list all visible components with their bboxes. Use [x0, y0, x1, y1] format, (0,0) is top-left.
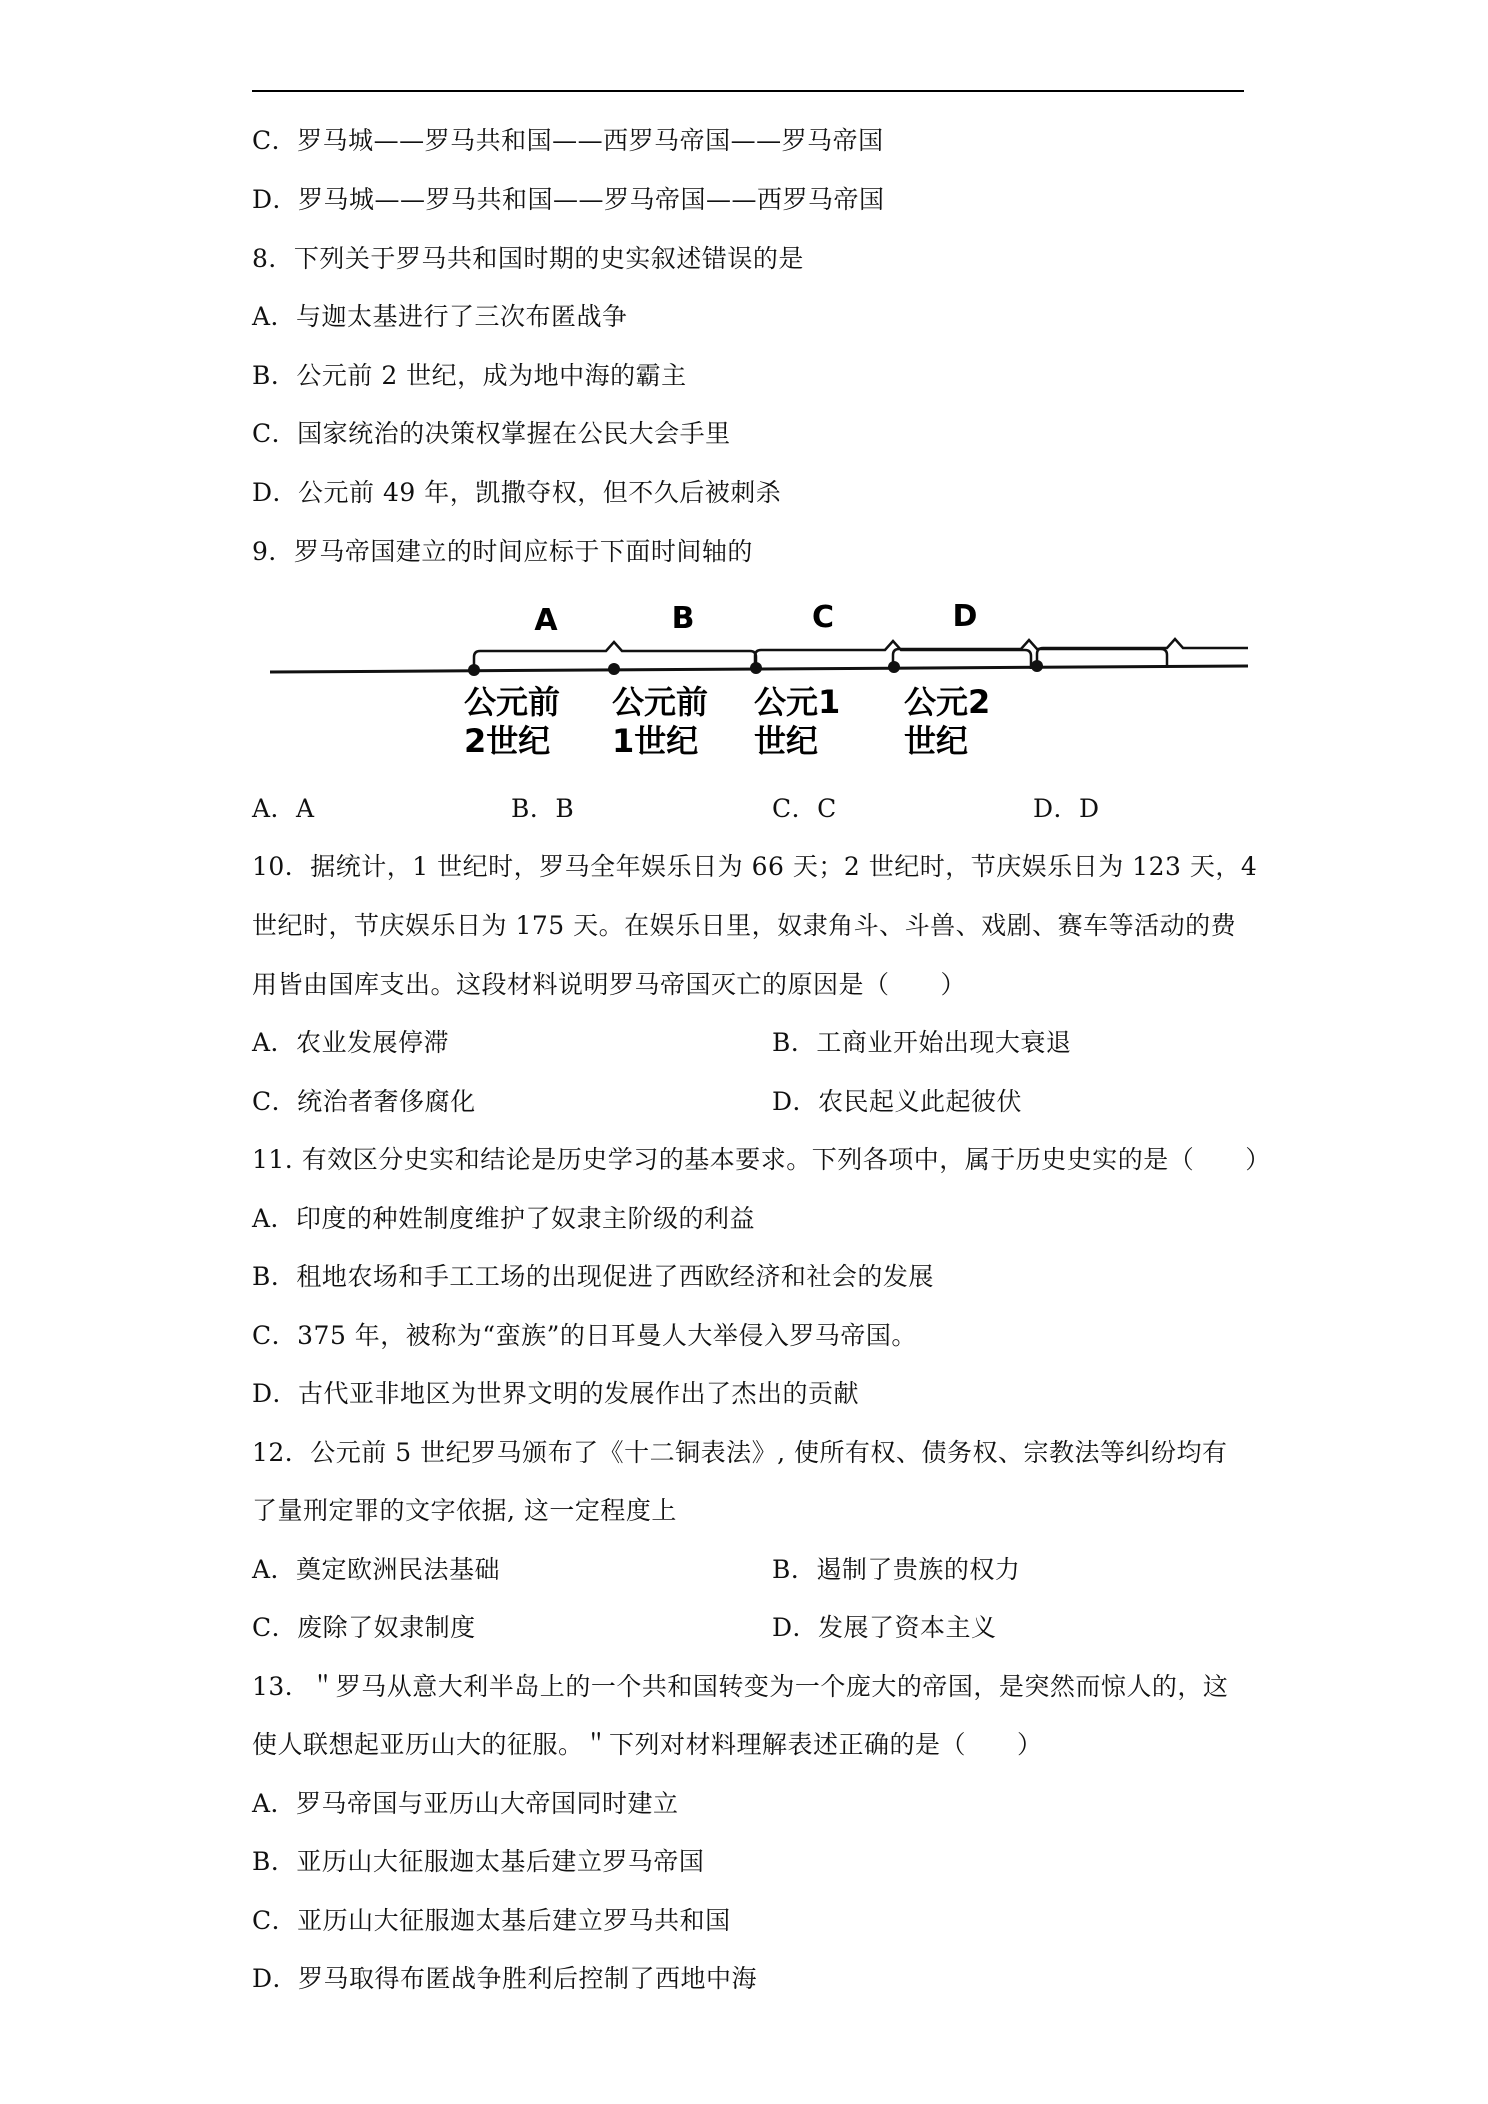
q11-option-b: B．租地农场和手工工场的出现促进了西欧经济和社会的发展: [252, 1262, 934, 1291]
q13-stem-line1: 13．＂罗马从意大利半岛上的一个共和国转变为一个庞大的帝国，是突然而惊人的，这: [252, 1672, 1229, 1701]
q12-option-b: B．遏制了贵族的权力: [772, 1555, 1021, 1584]
q7-option-d: D．罗马城——罗马共和国——罗马帝国——西罗马帝国: [252, 185, 885, 214]
q12-stem-line2: 了量刑定罪的文字依据, 这一定程度上: [252, 1496, 677, 1525]
timeline-point-label-4-line2: 世纪: [904, 722, 969, 760]
q11-stem: 11. 有效区分史实和结论是历史学习的基本要求。下列各项中，属于历史史实的是（ ）: [252, 1145, 1271, 1174]
q11-option-d: D．古代亚非地区为世界文明的发展作出了杰出的贡献: [252, 1379, 860, 1408]
timeline-segment-label-c: C: [811, 600, 835, 635]
timeline-point-label-4-line1: 公元2: [904, 683, 991, 721]
q12-option-a: A．奠定欧洲民法基础: [252, 1555, 501, 1584]
q9-option-d: D．D: [1033, 794, 1100, 823]
q9-option-b: B．B: [511, 794, 575, 823]
timeline-segment-label-a: A: [534, 603, 558, 638]
q10-option-b: B．工商业开始出现大衰退: [772, 1028, 1072, 1057]
q13-option-a: A．罗马帝国与亚历山大帝国同时建立: [252, 1789, 679, 1818]
timeline-svg: [268, 580, 1248, 780]
timeline-point-3: [750, 662, 762, 674]
timeline-point-label-1-line2: 2世纪: [464, 722, 551, 760]
q9-timeline-figure: [268, 580, 1248, 780]
q10-option-d: D．农民起义此起彼伏: [772, 1087, 1023, 1116]
timeline-point-label-3-line1: 公元1: [754, 683, 841, 721]
q9-stem: 9．罗马帝国建立的时间应标于下面时间轴的: [252, 537, 753, 566]
timeline-point-5: [1031, 660, 1043, 672]
q8-option-c: C．国家统治的决策权掌握在公民大会手里: [252, 419, 731, 448]
q10-stem-line1: 10．据统计，1 世纪时，罗马全年娱乐日为 66 天；2 世纪时，节庆娱乐日为 123 天，4: [252, 852, 1258, 881]
q7-option-c: C．罗马城——罗马共和国——西罗马帝国——罗马帝国: [252, 126, 884, 155]
q8-option-d: D．公元前 49 年，凯撒夺权，但不久后被刺杀: [252, 478, 782, 507]
q13-stem-line2: 使人联想起亚历山大的征服。＂下列对材料理解表述正确的是（ ）: [252, 1730, 1043, 1759]
timeline-point-label-3-line2: 世纪: [754, 722, 819, 760]
header-rule: [252, 90, 1244, 92]
q12-option-c: C．废除了奴隶制度: [252, 1613, 476, 1642]
q10-stem-line3: 用皆由国库支出。这段材料说明罗马帝国灭亡的原因是（ ）: [252, 970, 967, 999]
q8-option-b: B．公元前 2 世纪，成为地中海的霸主: [252, 361, 687, 390]
q13-option-c: C．亚历山大征服迦太基后建立罗马共和国: [252, 1906, 731, 1935]
q10-option-a: A．农业发展停滞: [252, 1028, 450, 1057]
q8-stem: 8．下列关于罗马共和国时期的史实叙述错误的是: [252, 244, 804, 273]
timeline-point-4: [888, 661, 900, 673]
q9-option-c: C．C: [772, 794, 837, 823]
q9-option-a: A．A: [252, 794, 315, 823]
q12-option-d: D．发展了资本主义: [772, 1613, 997, 1642]
q13-option-b: B．亚历山大征服迦太基后建立罗马帝国: [252, 1847, 705, 1876]
timeline-point-label-1-line1: 公元前: [464, 683, 561, 721]
timeline-segment-label-b: B: [671, 601, 695, 636]
q13-option-d: D．罗马取得布匿战争胜利后控制了西地中海: [252, 1964, 758, 1993]
q12-stem-line1: 12．公元前 5 世纪罗马颁布了《十二铜表法》, 使所有权、债务权、宗教法等纠纷均有: [252, 1438, 1228, 1467]
q10-option-c: C．统治者奢侈腐化: [252, 1087, 476, 1116]
q8-option-a: A．与迦太基进行了三次布匿战争: [252, 302, 628, 331]
timeline-segment-label-d: D: [952, 599, 978, 634]
q10-stem-line2: 世纪时，节庆娱乐日为 175 天。在娱乐日里，奴隶角斗、斗兽、戏剧、赛车等活动的费: [252, 911, 1237, 940]
timeline-brace-d: [1037, 639, 1248, 667]
timeline-point-label-2-line1: 公元前: [612, 683, 709, 721]
timeline-point-1: [468, 664, 480, 676]
timeline-point-label-2-line2: 1世纪: [612, 722, 699, 760]
timeline-point-2: [608, 663, 620, 675]
q11-option-c: C．375 年，被称为“蛮族”的日耳曼人大举侵入罗马帝国。: [252, 1321, 917, 1350]
q11-option-a: A．印度的种姓制度维护了奴隶主阶级的利益: [252, 1204, 756, 1233]
